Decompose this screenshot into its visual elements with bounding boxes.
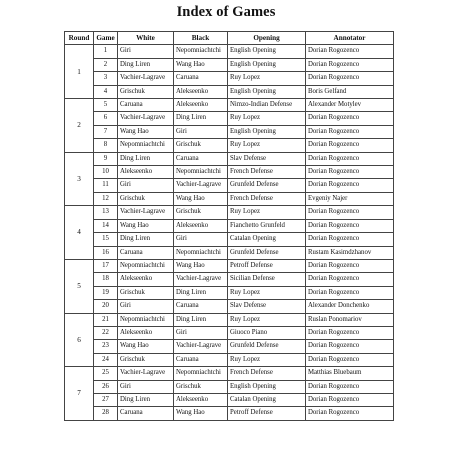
- game-number-cell: 28: [94, 407, 118, 420]
- round-cell: 3: [65, 152, 94, 206]
- round-cell: 7: [65, 367, 94, 421]
- opening-cell: Ruy Lopez: [228, 206, 306, 219]
- game-number-cell: 5: [94, 99, 118, 112]
- annotator-cell: Dorian Rogozenco: [306, 125, 394, 138]
- black-cell: Caruana: [174, 152, 228, 165]
- annotator-cell: Dorian Rogozenco: [306, 380, 394, 393]
- opening-cell: Ruy Lopez: [228, 139, 306, 152]
- annotator-cell: Dorian Rogozenco: [306, 233, 394, 246]
- white-cell: Nepomniachtchi: [118, 259, 174, 272]
- annotator-cell: Dorian Rogozenco: [306, 72, 394, 85]
- table-row: [65, 72, 394, 85]
- white-cell: Nepomniachtchi: [118, 139, 174, 152]
- table-row: [65, 353, 394, 366]
- table-row: [65, 259, 394, 272]
- game-number-cell: 4: [94, 85, 118, 98]
- table-row: [65, 99, 394, 112]
- black-cell: Alekseenko: [174, 219, 228, 232]
- header-white: White: [118, 32, 174, 45]
- table-row: [65, 166, 394, 179]
- white-cell: Giri: [118, 380, 174, 393]
- game-number-cell: 16: [94, 246, 118, 259]
- white-cell: Alekseenko: [118, 166, 174, 179]
- white-cell: Giri: [118, 45, 174, 58]
- opening-cell: Slav Defense: [228, 300, 306, 313]
- annotator-cell: Dorian Rogozenco: [306, 139, 394, 152]
- annotator-cell: Ruslan Ponomariov: [306, 313, 394, 326]
- page-title: Index of Games: [176, 4, 276, 20]
- opening-cell: English Opening: [228, 58, 306, 71]
- game-number-cell: 26: [94, 380, 118, 393]
- game-number-cell: 12: [94, 192, 118, 205]
- black-cell: Alekseenko: [174, 393, 228, 406]
- white-cell: Grischuk: [118, 353, 174, 366]
- game-number-cell: 22: [94, 326, 118, 339]
- black-cell: Nepomniachtchi: [174, 166, 228, 179]
- table-row: [65, 286, 394, 299]
- opening-cell: Grunfeld Defense: [228, 246, 306, 259]
- header-annotator: Annotator: [306, 32, 394, 45]
- white-cell: Vachier-Lagrave: [118, 112, 174, 125]
- table-row: [65, 380, 394, 393]
- black-cell: Ding Liren: [174, 313, 228, 326]
- opening-cell: Grunfeld Defense: [228, 340, 306, 353]
- black-cell: Caruana: [174, 300, 228, 313]
- annotator-cell: Boris Gelfand: [306, 85, 394, 98]
- table-row: [65, 179, 394, 192]
- game-number-cell: 2: [94, 58, 118, 71]
- opening-cell: Ruy Lopez: [228, 112, 306, 125]
- white-cell: Ding Liren: [118, 58, 174, 71]
- white-cell: Giri: [118, 300, 174, 313]
- table-row: [65, 152, 394, 165]
- header-row: [65, 32, 394, 45]
- opening-cell: French Defense: [228, 367, 306, 380]
- black-cell: Ding Liren: [174, 286, 228, 299]
- white-cell: Ding Liren: [118, 233, 174, 246]
- game-number-cell: 23: [94, 340, 118, 353]
- table-row: [65, 273, 394, 286]
- round-cell: 6: [65, 313, 94, 367]
- annotator-cell: Dorian Rogozenco: [306, 206, 394, 219]
- header-opening: Opening: [228, 32, 306, 45]
- annotator-cell: Dorian Rogozenco: [306, 58, 394, 71]
- opening-cell: Nimzo-Indian Defense: [228, 99, 306, 112]
- table-row: [65, 326, 394, 339]
- table-row: [65, 407, 394, 420]
- white-cell: Alekseenko: [118, 273, 174, 286]
- opening-cell: Ruy Lopez: [228, 72, 306, 85]
- white-cell: Wang Hao: [118, 340, 174, 353]
- game-number-cell: 8: [94, 139, 118, 152]
- annotator-cell: Dorian Rogozenco: [306, 152, 394, 165]
- opening-cell: Fianchetto Grunfeld: [228, 219, 306, 232]
- game-number-cell: 10: [94, 166, 118, 179]
- game-number-cell: 19: [94, 286, 118, 299]
- opening-cell: English Opening: [228, 85, 306, 98]
- opening-cell: Ruy Lopez: [228, 313, 306, 326]
- annotator-cell: Dorian Rogozenco: [306, 326, 394, 339]
- table-row: [65, 246, 394, 259]
- table-row: [65, 219, 394, 232]
- game-number-cell: 13: [94, 206, 118, 219]
- game-number-cell: 21: [94, 313, 118, 326]
- annotator-cell: Dorian Rogozenco: [306, 166, 394, 179]
- black-cell: Nepomniachtchi: [174, 45, 228, 58]
- black-cell: Nepomniachtchi: [174, 246, 228, 259]
- white-cell: Caruana: [118, 407, 174, 420]
- black-cell: Grischuk: [174, 380, 228, 393]
- opening-cell: Catalan Opening: [228, 393, 306, 406]
- black-cell: Caruana: [174, 72, 228, 85]
- game-number-cell: 6: [94, 112, 118, 125]
- opening-cell: Slav Defense: [228, 152, 306, 165]
- annotator-cell: Alexander Donchenko: [306, 300, 394, 313]
- white-cell: Vachier-Lagrave: [118, 367, 174, 380]
- round-cell: 2: [65, 99, 94, 153]
- annotator-cell: Dorian Rogozenco: [306, 286, 394, 299]
- annotator-cell: Dorian Rogozenco: [306, 393, 394, 406]
- game-number-cell: 7: [94, 125, 118, 138]
- white-cell: Caruana: [118, 246, 174, 259]
- white-cell: Vachier-Lagrave: [118, 72, 174, 85]
- black-cell: Ding Liren: [174, 112, 228, 125]
- white-cell: Alekseenko: [118, 326, 174, 339]
- round-cell: 1: [65, 45, 94, 99]
- game-number-cell: 3: [94, 72, 118, 85]
- opening-cell: Petroff Defense: [228, 407, 306, 420]
- opening-cell: French Defense: [228, 166, 306, 179]
- white-cell: Wang Hao: [118, 219, 174, 232]
- opening-cell: Catalan Opening: [228, 233, 306, 246]
- table-row: [65, 393, 394, 406]
- white-cell: Caruana: [118, 99, 174, 112]
- table-row: [65, 367, 394, 380]
- annotator-cell: Dorian Rogozenco: [306, 179, 394, 192]
- black-cell: Nepomniachtchi: [174, 367, 228, 380]
- white-cell: Nepomniachtchi: [118, 313, 174, 326]
- black-cell: Grischuk: [174, 139, 228, 152]
- games-index-table: [64, 31, 394, 421]
- table-row: [65, 112, 394, 125]
- games-body: [65, 45, 394, 420]
- black-cell: Vachier-Lagrave: [174, 340, 228, 353]
- table-row: [65, 300, 394, 313]
- game-number-cell: 20: [94, 300, 118, 313]
- opening-cell: Giuoco Piano: [228, 326, 306, 339]
- white-cell: Grischuk: [118, 192, 174, 205]
- white-cell: Ding Liren: [118, 393, 174, 406]
- opening-cell: Ruy Lopez: [228, 353, 306, 366]
- game-number-cell: 11: [94, 179, 118, 192]
- black-cell: Giri: [174, 326, 228, 339]
- annotator-cell: Dorian Rogozenco: [306, 112, 394, 125]
- annotator-cell: Alexander Motylev: [306, 99, 394, 112]
- black-cell: Giri: [174, 125, 228, 138]
- opening-cell: Ruy Lopez: [228, 286, 306, 299]
- annotator-cell: Dorian Rogozenco: [306, 407, 394, 420]
- opening-cell: French Defense: [228, 192, 306, 205]
- white-cell: Vachier-Lagrave: [118, 206, 174, 219]
- game-number-cell: 25: [94, 367, 118, 380]
- table-row: [65, 340, 394, 353]
- round-cell: 4: [65, 206, 94, 260]
- black-cell: Caruana: [174, 353, 228, 366]
- game-number-cell: 1: [94, 45, 118, 58]
- header-round: Round: [65, 32, 94, 45]
- game-number-cell: 9: [94, 152, 118, 165]
- black-cell: Grischuk: [174, 206, 228, 219]
- annotator-cell: Dorian Rogozenco: [306, 340, 394, 353]
- white-cell: Wang Hao: [118, 125, 174, 138]
- opening-cell: English Opening: [228, 45, 306, 58]
- table-row: [65, 85, 394, 98]
- opening-cell: Sicilian Defense: [228, 273, 306, 286]
- opening-cell: English Opening: [228, 125, 306, 138]
- game-number-cell: 17: [94, 259, 118, 272]
- header-black: Black: [174, 32, 228, 45]
- game-number-cell: 14: [94, 219, 118, 232]
- black-cell: Alekseenko: [174, 85, 228, 98]
- annotator-cell: Dorian Rogozenco: [306, 353, 394, 366]
- table-row: [65, 192, 394, 205]
- game-number-cell: 18: [94, 273, 118, 286]
- white-cell: Giri: [118, 179, 174, 192]
- annotator-cell: Dorian Rogozenco: [306, 219, 394, 232]
- opening-cell: Petroff Defense: [228, 259, 306, 272]
- annotator-cell: Dorian Rogozenco: [306, 273, 394, 286]
- black-cell: Vachier-Lagrave: [174, 179, 228, 192]
- table-row: [65, 125, 394, 138]
- black-cell: Wang Hao: [174, 58, 228, 71]
- table-row: [65, 313, 394, 326]
- black-cell: Wang Hao: [174, 407, 228, 420]
- table-row: [65, 233, 394, 246]
- white-cell: Grischuk: [118, 85, 174, 98]
- white-cell: Grischuk: [118, 286, 174, 299]
- annotator-cell: Matthias Bluebaum: [306, 367, 394, 380]
- annotator-cell: Dorian Rogozenco: [306, 259, 394, 272]
- table-row: [65, 45, 394, 58]
- table-row: [65, 139, 394, 152]
- round-cell: 5: [65, 259, 94, 313]
- black-cell: Wang Hao: [174, 192, 228, 205]
- opening-cell: English Opening: [228, 380, 306, 393]
- game-number-cell: 15: [94, 233, 118, 246]
- annotator-cell: Evgeniy Najer: [306, 192, 394, 205]
- white-cell: Ding Liren: [118, 152, 174, 165]
- black-cell: Giri: [174, 233, 228, 246]
- opening-cell: Grunfeld Defense: [228, 179, 306, 192]
- game-number-cell: 24: [94, 353, 118, 366]
- black-cell: Wang Hao: [174, 259, 228, 272]
- black-cell: Vachier-Lagrave: [174, 273, 228, 286]
- table-row: [65, 58, 394, 71]
- annotator-cell: Rustam Kasimdzhanov: [306, 246, 394, 259]
- header-game: Game: [94, 32, 118, 45]
- table-row: [65, 206, 394, 219]
- annotator-cell: Dorian Rogozenco: [306, 45, 394, 58]
- game-number-cell: 27: [94, 393, 118, 406]
- black-cell: Alekseenko: [174, 99, 228, 112]
